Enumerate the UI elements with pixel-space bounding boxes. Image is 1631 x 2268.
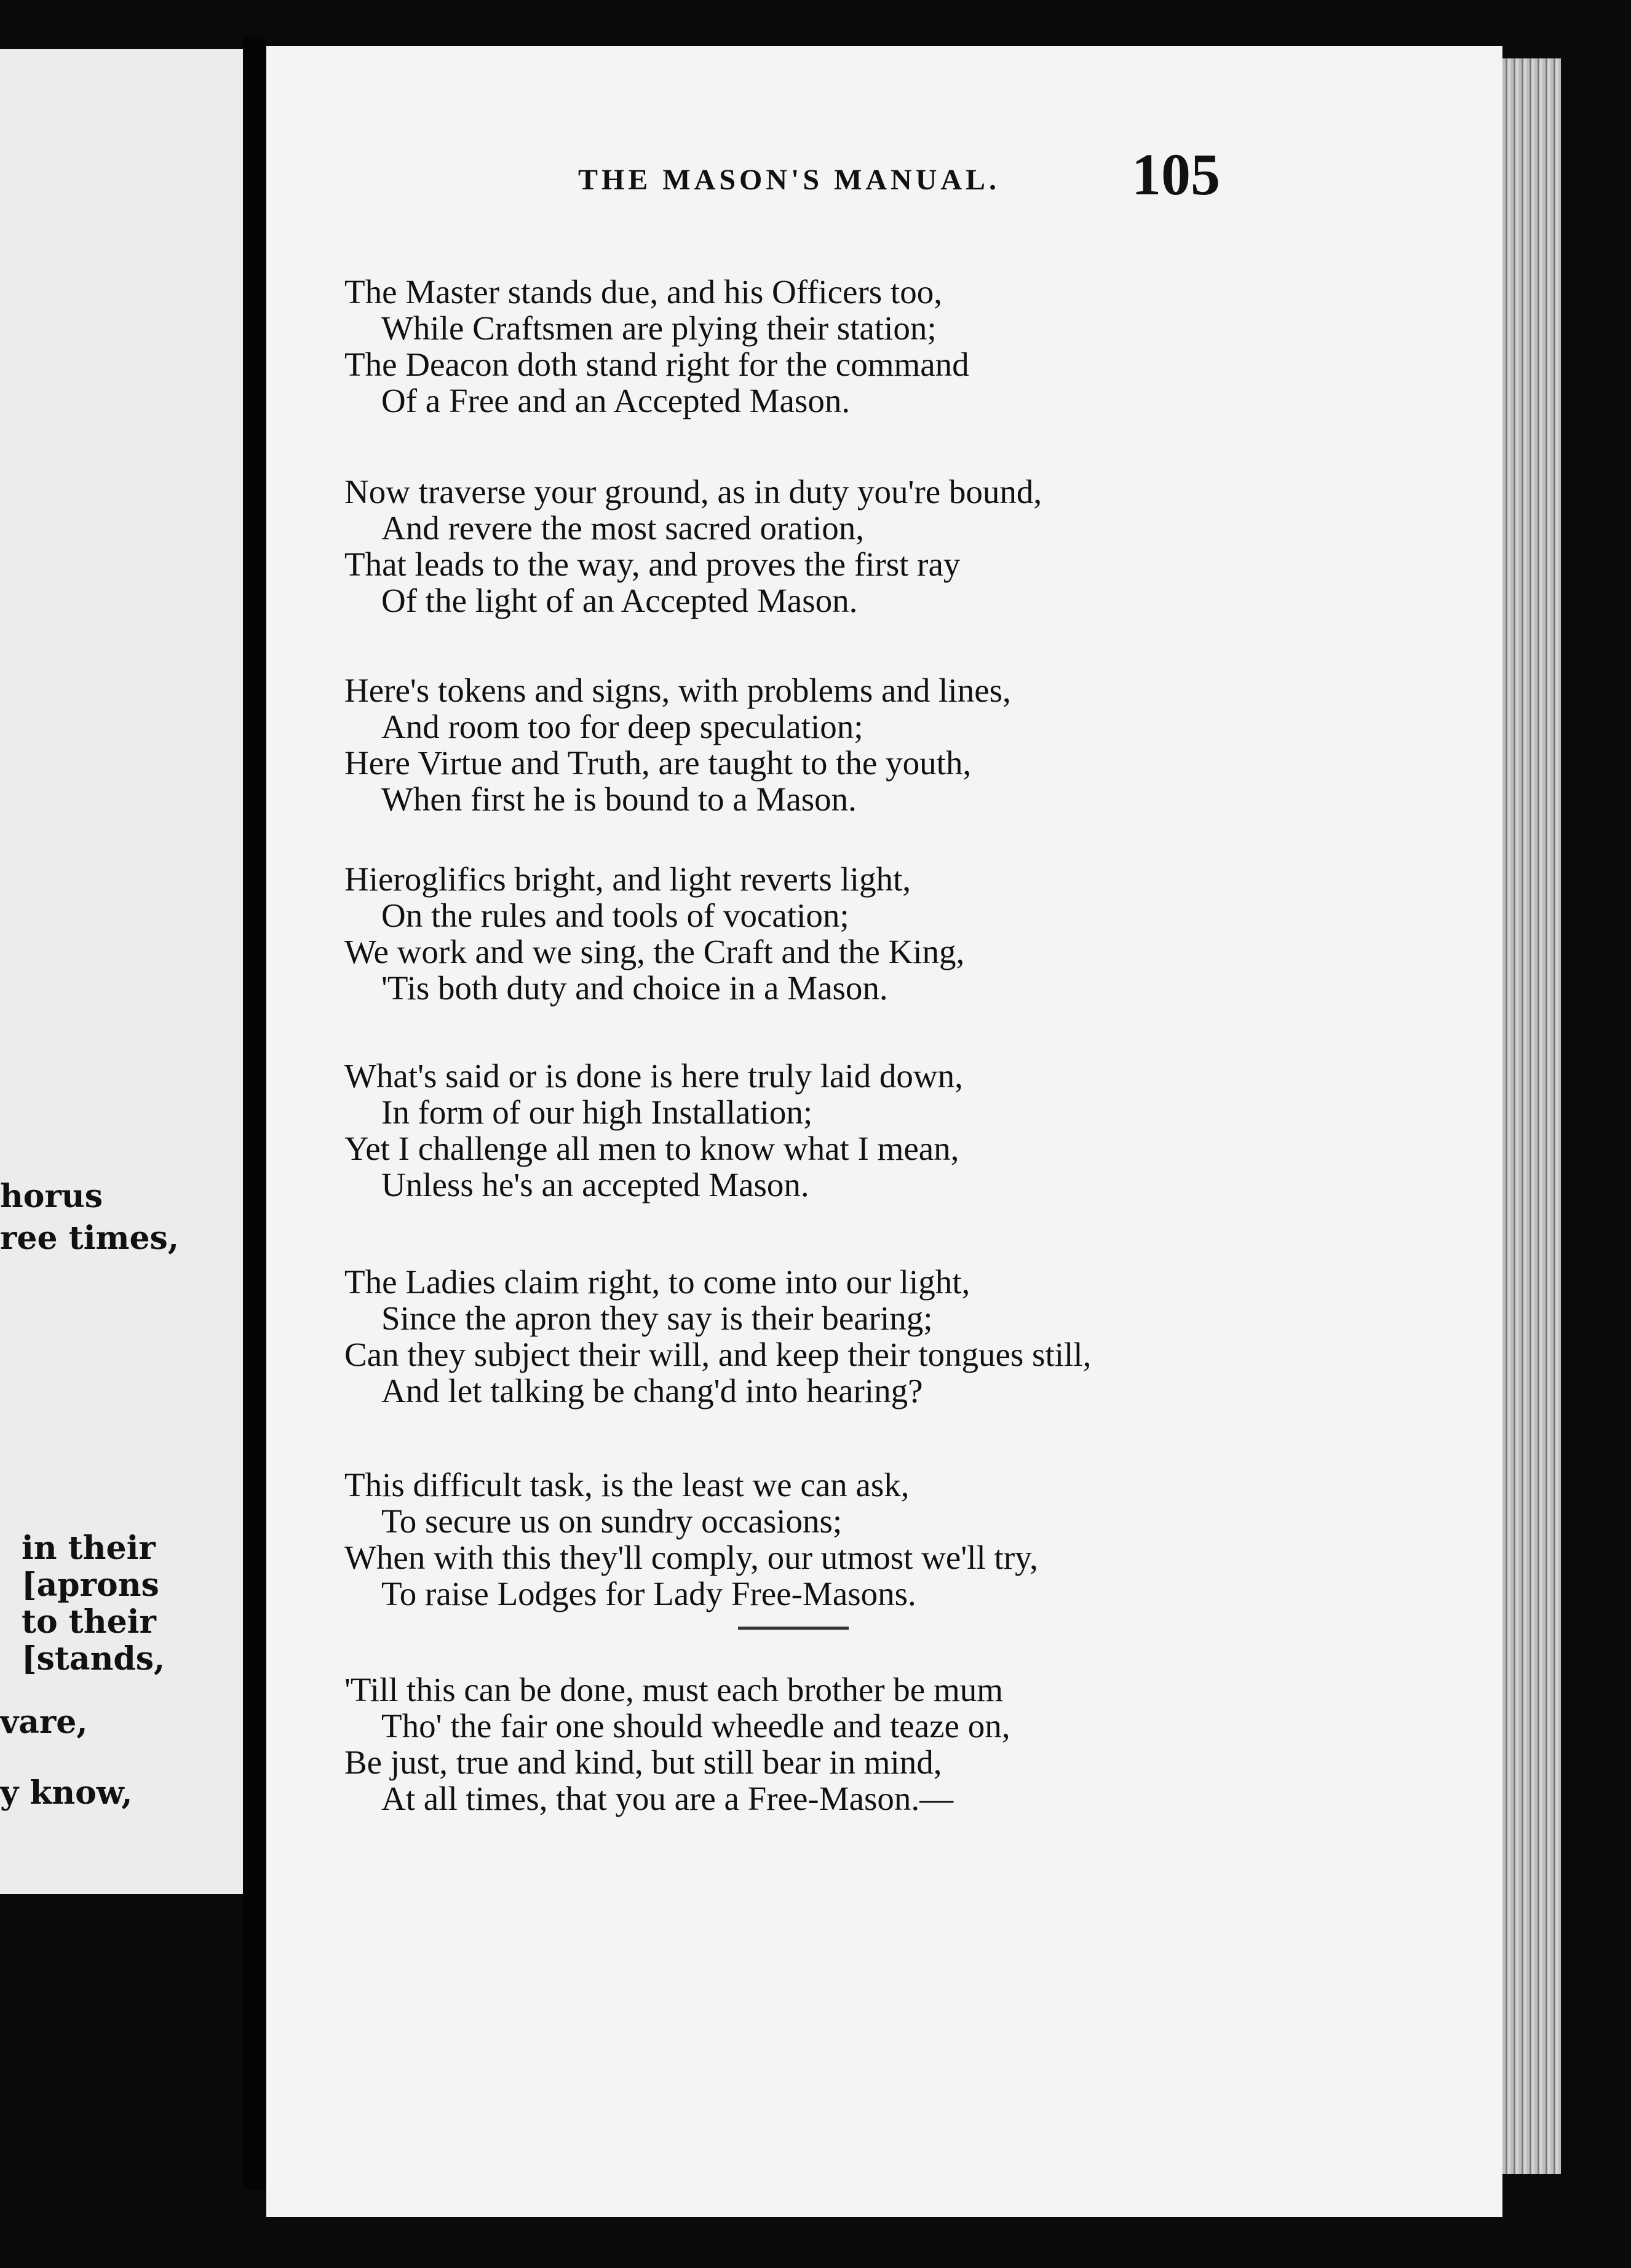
verse-line: We work and we sing, the Craft and the King,: [344, 933, 965, 970]
verse-line: What's said or is done is here truly laid down,: [344, 1057, 963, 1095]
left-fragment: [stands,: [22, 1640, 165, 1678]
verse-line: Tho' the fair one should wheedle and teaze on,: [381, 1707, 1010, 1745]
verse-line: When with this they'll comply, our utmost we'll try,: [344, 1539, 1038, 1576]
verse-line: While Craftsmen are plying their station;: [381, 309, 937, 347]
book-gutter: [243, 37, 266, 2189]
stanza-5: [344, 1058, 963, 1203]
verse-line: Here's tokens and signs, with problems and lines,: [344, 672, 1011, 709]
stanza-2: [344, 474, 1042, 619]
verse-line: The Deacon doth stand right for the command: [344, 346, 969, 383]
verse-line: Can they subject their will, and keep their tongues still,: [344, 1336, 1092, 1373]
left-page: [0, 49, 243, 1894]
left-fragment: [aprons: [22, 1566, 159, 1604]
left-fragment: horus: [0, 1178, 103, 1215]
left-fragment: in their: [22, 1529, 156, 1567]
verse-line: The Master stands due, and his Officers too,: [344, 273, 942, 311]
verse-line: Here Virtue and Truth, are taught to the youth,: [344, 744, 972, 782]
stanza-8: [344, 1671, 1010, 1817]
verse-line: This difficult task, is the least we can ask,: [344, 1466, 910, 1504]
verse-line: Of the light of an Accepted Mason.: [381, 582, 858, 619]
left-fragment: to their: [22, 1603, 156, 1641]
page-number: 105: [1132, 141, 1220, 207]
verse-line: 'Tis both duty and choice in a Mason.: [381, 969, 888, 1007]
verse-line: Now traverse your ground, as in duty you're bound,: [344, 473, 1042, 510]
left-fragment: vare,: [0, 1703, 88, 1741]
verse-line: To secure us on sundry occasions;: [381, 1502, 843, 1540]
verse-line: Since the apron they say is their bearing;: [381, 1299, 933, 1337]
left-fragment: y know,: [0, 1774, 133, 1812]
verse-line: Of a Free and an Accepted Mason.: [381, 382, 851, 419]
verse-line: And let talking be chang'd into hearing?: [381, 1372, 923, 1410]
verse-line: Be just, true and kind, but still bear in mind,: [344, 1743, 942, 1781]
left-fragment: ree times,: [0, 1219, 179, 1257]
verse-line: And revere the most sacred oration,: [381, 509, 864, 547]
stanza-4: [344, 861, 964, 1006]
verse-line: To raise Lodges for Lady Free-Masons.: [381, 1575, 916, 1612]
verse-line: Hieroglifics bright, and light reverts light,: [344, 860, 911, 898]
section-divider: [738, 1627, 849, 1630]
verse-line: The Ladies claim right, to come into our light,: [344, 1263, 970, 1301]
verse-line: In form of our high Installation;: [381, 1093, 813, 1131]
stanza-3: [344, 672, 1011, 817]
verse-line: When first he is bound to a Mason.: [381, 780, 857, 818]
verse-line: Unless he's an accepted Mason.: [381, 1166, 809, 1203]
verse-line: 'Till this can be done, must each brother be mum: [344, 1671, 1004, 1708]
verse-line: On the rules and tools of vocation;: [381, 897, 849, 934]
stanza-6: [344, 1264, 1091, 1409]
verse-line: At all times, that you are a Free-Mason.—: [381, 1780, 954, 1817]
stanza-1: [344, 274, 969, 419]
verse-line: And room too for deep speculation;: [381, 708, 863, 745]
verse-line: Yet I challenge all men to know what I mean,: [344, 1130, 959, 1167]
verse-line: That leads to the way, and proves the first ray: [344, 545, 961, 583]
running-title: THE MASON'S MANUAL.: [578, 164, 1001, 196]
stanza-7: [344, 1467, 1038, 1612]
page-edges: [1502, 58, 1561, 2174]
